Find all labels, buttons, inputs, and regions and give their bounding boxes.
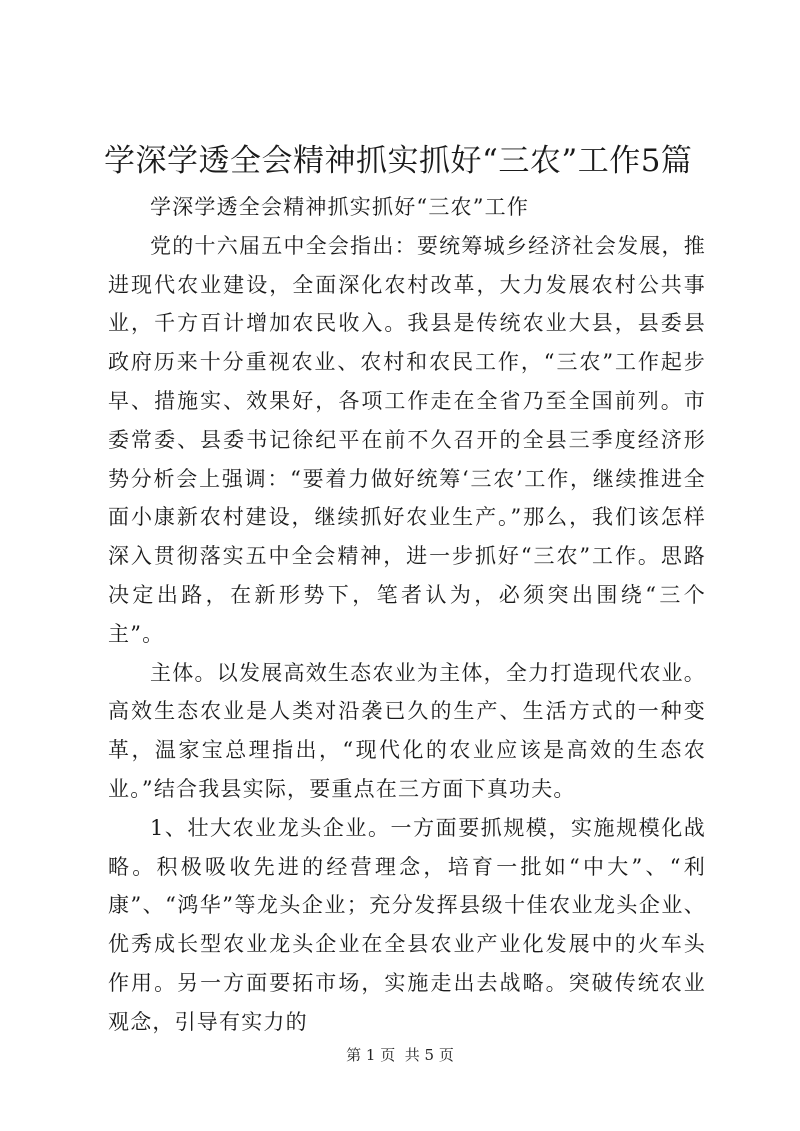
paragraph-point-1: 1、壮大农业龙头企业。一方面要抓规模，实施规模化战略。积极吸收先进的经营理念，培育一批如“中大”、“利康”、“鸿华”等龙头企业；充分发挥县级十佳农业龙头企业、优秀成长型农业龙头企业在全县农业产业化发展中的火车头作用。另一方面要拓市场，实施走出去战略。突破传统农业观念，引导有实力的	[108, 815, 706, 1034]
document-body	[108, 188, 706, 1042]
paragraph-intro: 党的十六届五中全会指出：要统筹城乡经济社会发展，推进现代农业建设，全面深化农村改革，大力发展农村公共事业，千方百计增加农民收入。我县是传统农业大县，县委县政府历来十分重视农业、农村和农民工作，“三农”工作起步早、措施实、效果好，各项工作走在全省乃至全国前列。市委常委、县委书记徐纪平在前不久召开的全县三季度经济形势分析会上强调：“要着力做好统筹‘三农’工作，继续推进全面小康新农村建设，继续抓好农业生产。”那么，我们该怎样深入贯彻落实五中全会精神，进一步抓好“三农”工作。思路决定出路，在新形势下，笔者认为，必须突出围绕“三个主”。	[108, 233, 706, 646]
paragraph-main-body: 主体。以发展高效生态农业为主体，全力打造现代农业。高效生态农业是人类对沿袭已久的生产、生活方式的一种变革，温家宝总理指出，“现代化的农业应该是高效的生态农业。”结合我县实际，要重点在三方面下真功夫。	[108, 660, 706, 801]
document-title: 学深学透全会精神抓实抓好“三农”工作5篇	[104, 143, 693, 179]
page-footer: 第 1 页 共 5 页	[346, 1046, 454, 1064]
document-subtitle: 学深学透全会精神抓实抓好“三农”工作	[150, 195, 530, 219]
